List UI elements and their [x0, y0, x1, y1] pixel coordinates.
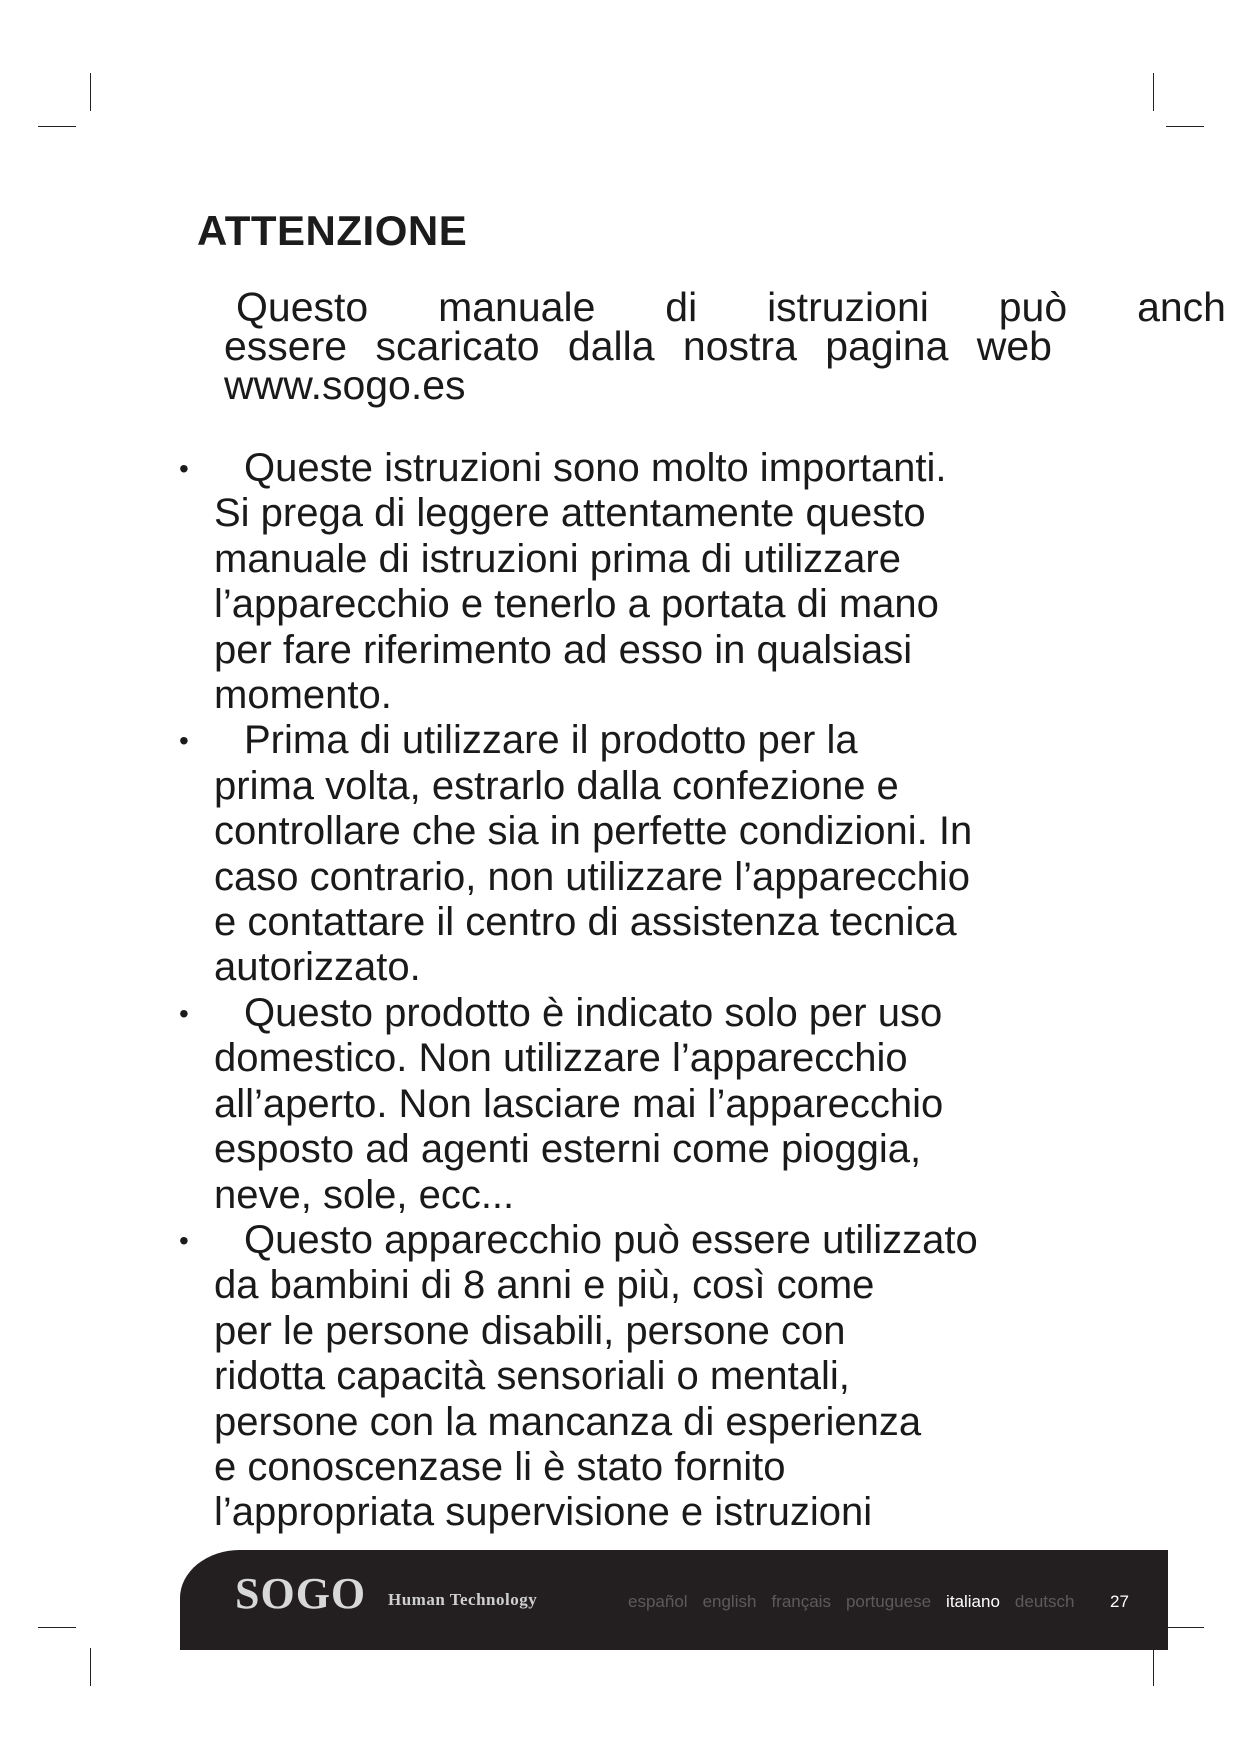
crop-mark: [38, 1627, 76, 1628]
list-item-line: Prima di utilizzare il prodotto per la: [244, 718, 858, 763]
page-title: ATTENZIONE: [197, 207, 468, 254]
crop-mark: [90, 73, 91, 111]
intro-word: può: [998, 284, 1068, 330]
language-francais: français: [771, 1592, 831, 1611]
intro-paragraph: [224, 284, 1241, 408]
list-item-line: caso contrario, non utilizzare l’apparecchio: [214, 854, 970, 899]
crop-mark: [38, 126, 76, 127]
list-item: [180, 718, 1060, 990]
crop-mark: [1166, 1627, 1204, 1628]
list-item: [180, 991, 1060, 1218]
warning-list: [180, 446, 1060, 1536]
crop-mark: [1166, 126, 1204, 127]
list-item-line: Queste istruzioni sono molto importanti.: [244, 446, 947, 490]
list-item-line: da bambini di 8 anni e più, così come: [214, 1263, 875, 1308]
brand-tagline: Human Technology: [388, 1590, 538, 1609]
list-item-line: manuale di istruzioni prima di utilizzare: [214, 536, 901, 581]
bullet-icon: •: [179, 453, 189, 484]
list-item-line: momento.: [214, 673, 392, 718]
page-footer: [180, 1550, 1168, 1650]
bullet-icon: •: [179, 1224, 189, 1256]
page-number: 27: [1110, 1592, 1129, 1611]
list-item-line: e contattare il centro di assistenza tecnica: [214, 900, 957, 945]
crop-mark: [90, 1648, 91, 1686]
bullet-icon: •: [179, 997, 189, 1029]
list-item-line: all’aperto. Non lasciare mai l’apparecchio: [214, 1081, 944, 1126]
list-item-line: Questo apparecchio può essere utilizzato: [244, 1217, 978, 1262]
language-list: [628, 1592, 1074, 1612]
list-item-line: l’appropriata supervisione e istruzioni: [214, 1490, 873, 1535]
intro-line: [236, 284, 1226, 330]
list-item-line: autorizzato.: [214, 945, 421, 990]
crop-mark: [1153, 73, 1154, 111]
list-item-line: neve, sole, ecc...: [214, 1172, 515, 1217]
website-url: www.sogo.es: [224, 362, 466, 408]
list-item-line: Questo prodotto è indicato solo per uso: [244, 990, 943, 1035]
language-portuguese: portuguese: [845, 1592, 932, 1611]
brand-logo: SOGO: [235, 1569, 367, 1618]
language-italiano: italiano: [946, 1592, 1000, 1611]
bullet-icon: •: [179, 725, 189, 757]
list-item: [180, 1218, 1060, 1536]
list-item-line: domestico. Non utilizzare l’apparecchio: [214, 1036, 908, 1081]
language-espanol: español: [628, 1592, 688, 1611]
list-item-line: esposto ad agenti esterni come pioggia,: [214, 1127, 922, 1172]
list-item: [180, 446, 1060, 718]
list-item-line: ridotta capacità sensoriali o mentali,: [214, 1354, 850, 1399]
intro-line: essere scaricato dalla nostra pagina web: [224, 323, 1052, 369]
intro-word: manuale: [438, 284, 596, 330]
language-deutsch: deutsch: [1014, 1592, 1075, 1611]
list-item-line: per le persone disabili, persone con: [214, 1308, 846, 1353]
list-item-line: per fare riferimento ad esso in qualsiasi: [214, 627, 913, 672]
list-item-line: Si prega di leggere attentamente questo: [214, 491, 926, 536]
intro-word: Questo: [236, 284, 369, 330]
crop-mark: [1153, 1648, 1154, 1686]
list-item-line: persone con la mancanza di esperienza: [214, 1399, 922, 1444]
list-item-line: l’apparecchio e tenerlo a portata di mano: [214, 582, 939, 627]
list-item-line: e conoscenzase li è stato fornito: [214, 1444, 786, 1489]
intro-word: di: [665, 284, 698, 330]
list-item-line: controllare che sia in perfette condizioni. In: [214, 809, 973, 854]
language-english: english: [702, 1592, 757, 1611]
intro-word: anch: [1137, 284, 1226, 330]
list-item-line: prima volta, estrarlo dalla confezione e: [214, 763, 899, 808]
intro-word: istruzioni: [767, 284, 929, 330]
